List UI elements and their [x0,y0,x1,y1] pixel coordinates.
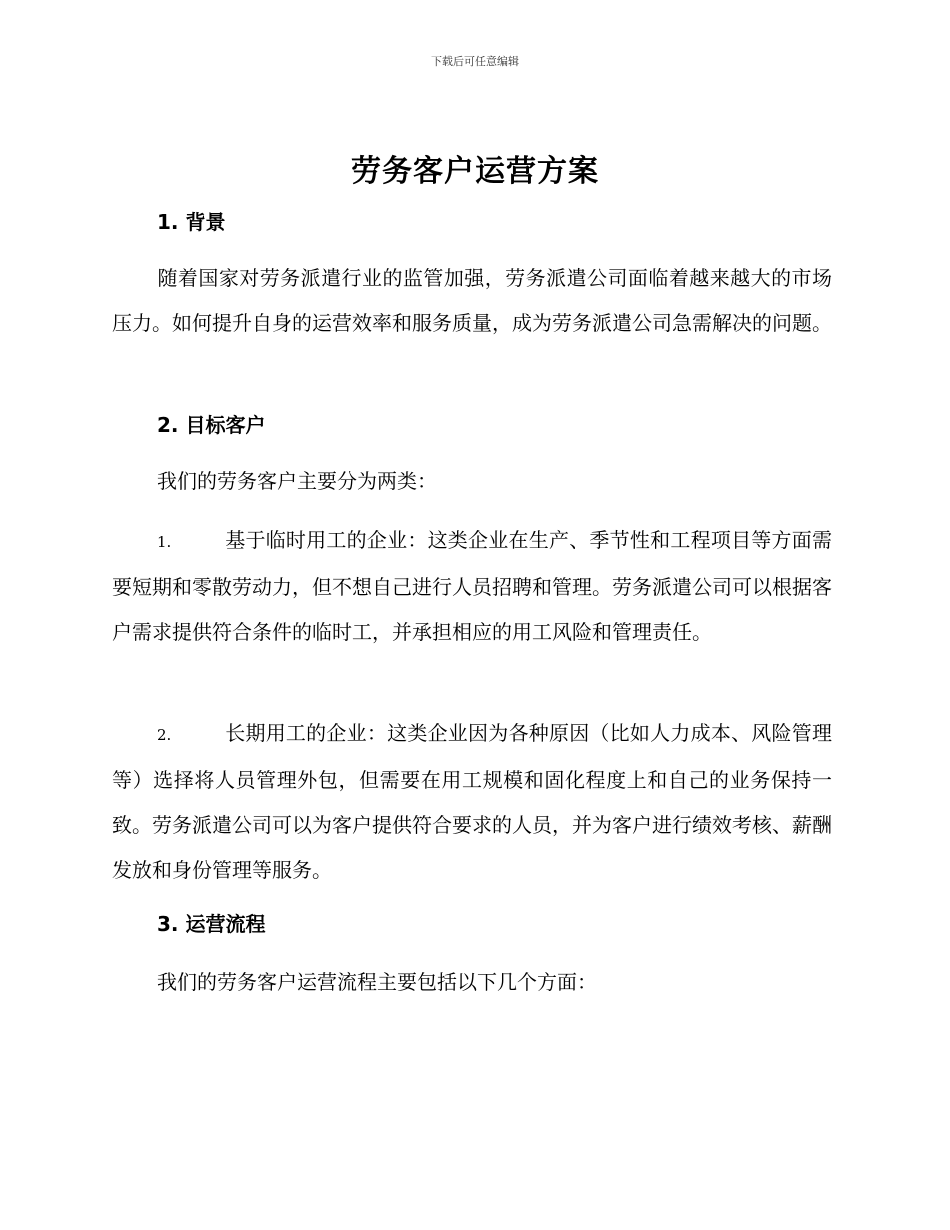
target-customers-intro [112,459,832,504]
section-heading-target-customers: 2. 目标客户 [157,413,266,437]
list-item [112,711,832,893]
document-title: 劳务客户运营方案 [351,154,599,189]
header-note: 下载后可任意编辑 [431,55,519,68]
target-customers-intro-text: 我们的劳务客户主要分为两类： [157,469,437,493]
list-item-number: 1. [157,533,172,551]
list-item [112,518,832,655]
section-heading-operation-process: 3. 运营流程 [157,912,266,936]
list-item-text: 基于临时用工的企业：这类企业在生产、季节性和工程项目等方面需要短期和零散劳动力，但不想自己进行人员招聘和管理。劳务派遣公司可以根据客户需求提供符合条件的临时工，并承担相应的用工风险和管理责任。 [112,528,832,644]
background-paragraph-text: 随着国家对劳务派遣行业的监管加强，劳务派遣公司面临着越来越大的市场压力。如何提升自身的运营效率和服务质量，成为劳务派遣公司急需解决的问题。 [112,266,832,335]
background-paragraph [112,256,832,346]
list-item-number: 2. [157,726,172,744]
operation-process-intro-text: 我们的劳务客户运营流程主要包括以下几个方面： [157,970,597,994]
list-item-text: 长期用工的企业：这类企业因为各种原因（比如人力成本、风险管理等）选择将人员管理外包，但需要在用工规模和固化程度上和自己的业务保持一致。劳务派遣公司可以为客户提供符合要求的人员，并为客户进行绩效考核、薪酬发放和身份管理等服务。 [112,721,832,882]
section-heading-background: 1. 背景 [157,210,226,234]
operation-process-intro [112,960,832,1005]
